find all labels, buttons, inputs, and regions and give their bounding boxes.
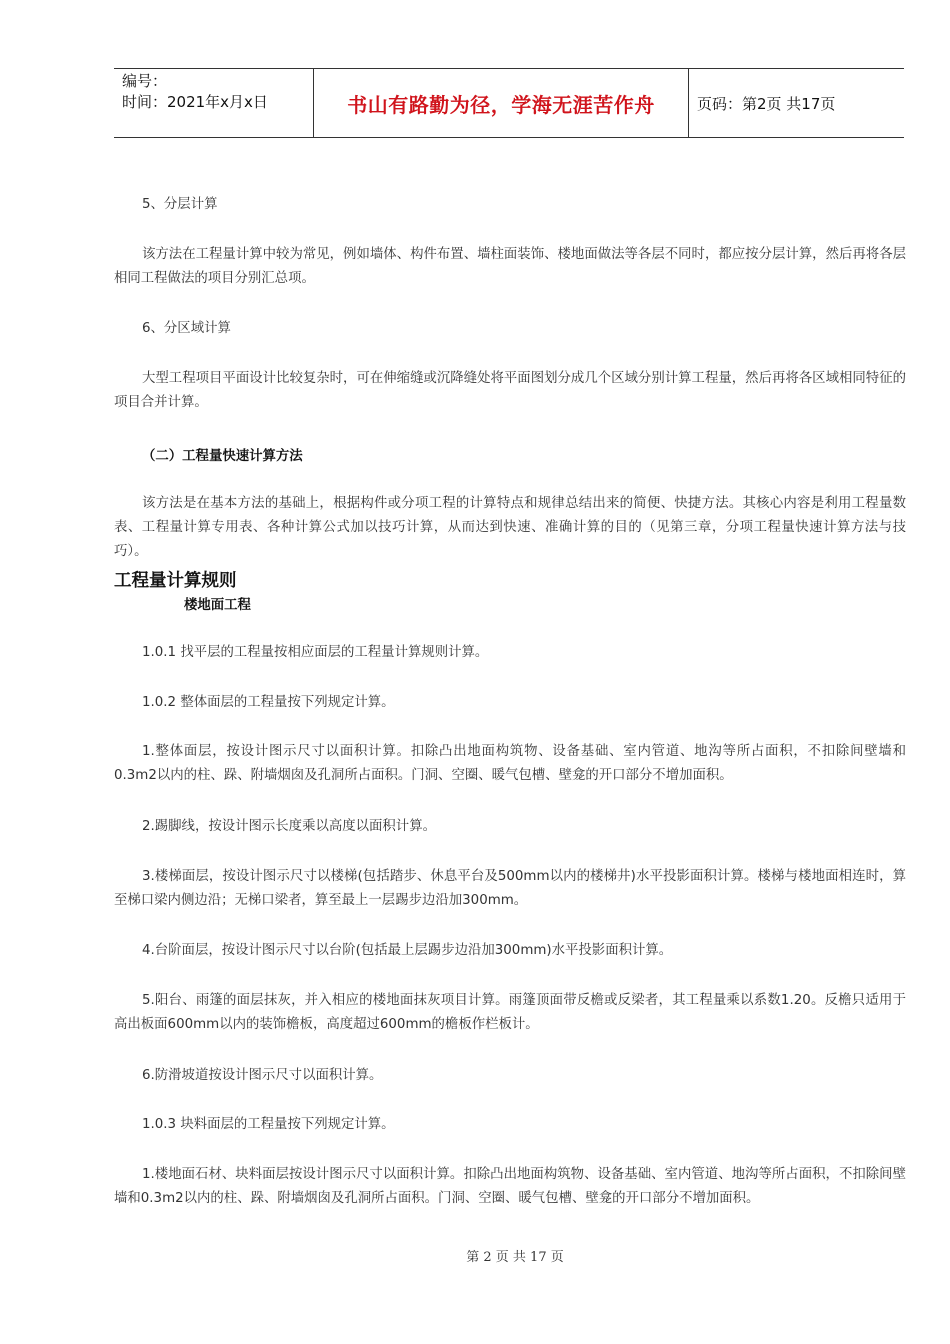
rule-1-0-3: 1.0.3 块料面层的工程量按下列规定计算。 [142,1117,395,1132]
section-6-title: 6、分区域计算 [142,321,231,336]
rule-1-0-3-item-1: 1.楼地面石材、块料面层按设计图示尺寸以面积计算。扣除凸出地面构筑物、设备基础、室内管道、地沟等所占面积，不扣除间壁墙和0.3m2以内的柱、跺、附墙烟囱及孔洞所占面积。门洞、空圈、暖气包槽、壁龛的开口部分不增加面积。 [114,1167,906,1206]
header-page-label: 页码：第2页 共17页 [697,94,836,113]
rule-1-0-2-item-1: 1.整体面层，按设计图示尺寸以面积计算。扣除凸出地面构筑物、设备基础、室内管道、地沟等所占面积，不扣除间壁墙和0.3m2以内的柱、跺、附墙烟囱及孔洞所占面积。门洞、空圈、暖气包槽、壁龛的开口部分不增加面积。 [114,744,906,783]
page-footer: 第 2 页 共 17 页 [466,1250,564,1265]
rule-1-0-2: 1.0.2 整体面层的工程量按下列规定计算。 [142,695,395,710]
subsection-2-text: 该方法是在基本方法的基础上，根据构件或分项工程的计算特点和规律总结出来的简便、快捷方法。其核心内容是利用工程量数表、工程量计算专用表、各种计算公式加以技巧计算，从而达到快速、准确计算的目的（见第三章，分项工程量快速计算方法与技巧）。 [114,496,906,559]
section-5-title: 5、分层计算 [142,197,218,212]
rule-1-0-2-item-6: 6.防滑坡道按设计图示尺寸以面积计算。 [142,1068,383,1083]
subsection-2-title: （二）工程量快速计算方法 [142,449,303,464]
floor-title: 楼地面工程 [184,598,251,613]
number-label: 编号： [122,72,168,90]
rule-1-0-2-item-4: 4.台阶面层，按设计图示尺寸以台阶(包括最上层踢步边沿加300mm)水平投影面积计算。 [142,943,673,958]
header-meta [114,69,314,137]
section-6-text: 大型工程项目平面设计比较复杂时，可在伸缩缝或沉降缝处将平面图划分成几个区域分别计算工程量，然后再将各区域相同特征的项目合并计算。 [114,371,906,410]
section-5-text: 该方法在工程量计算中较为常见，例如墙体、构件布置、墙柱面装饰、楼地面做法等各层不同时，都应按分层计算，然后再将各层相同工程做法的项目分别汇总项。 [114,247,906,286]
header-motto: 书山有路勤为径，学海无涯苦作舟 [314,69,689,137]
rule-1-0-2-item-3: 3.楼梯面层，按设计图示尺寸以楼梯(包括踏步、休息平台及500mm以内的楼梯井)水平投影面积计算。楼梯与楼地面相连时，算至梯口梁内侧边沿；无梯口梁者，算至最上一层踢步边沿加300mm。 [114,869,906,908]
rule-1-0-1: 1.0.1 找平层的工程量按相应面层的工程量计算规则计算。 [142,645,489,660]
rule-1-0-2-item-2: 2.踢脚线，按设计图示长度乘以高度以面积计算。 [142,819,436,834]
rule-1-0-2-item-5: 5.阳台、雨篷的面层抹灰，并入相应的楼地面抹灰项目计算。雨篷顶面带反檐或反梁者，其工程量乘以系数1.20。反檐只适用于高出板面600mm以内的装饰檐板，高度超过600mm的檐板作栏板计。 [114,993,906,1032]
rules-title: 工程量计算规则 [114,571,237,591]
time-label: 时间：2021年x月x日 [122,93,268,111]
page-header [114,68,904,138]
